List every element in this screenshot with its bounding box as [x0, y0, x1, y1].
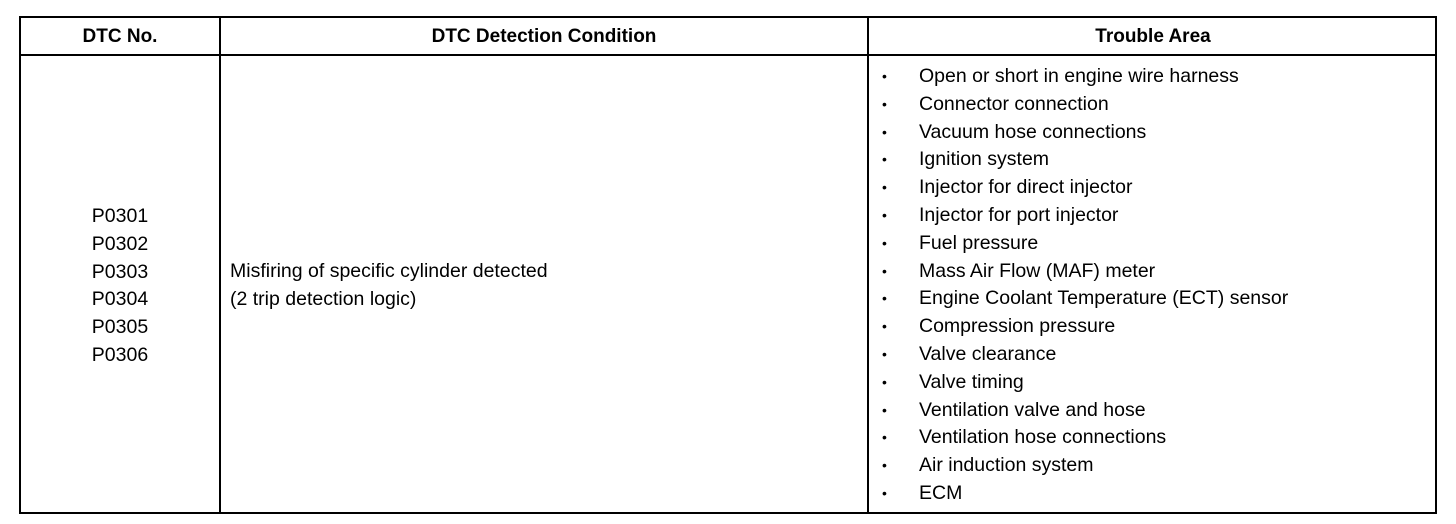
dtc-code: P0305 — [91, 316, 149, 339]
trouble-area-item — [869, 202, 1435, 230]
trouble-area-text: Injector for direct injector — [919, 176, 1133, 199]
bullet-icon: • — [882, 179, 887, 196]
trouble-area-item — [869, 230, 1435, 258]
bullet-icon: • — [882, 429, 887, 446]
trouble-area-item — [869, 258, 1435, 286]
dtc-table — [19, 16, 1437, 514]
detection-condition-line: Misfiring of specific cylinder detected — [230, 260, 548, 282]
detection-condition-line: (2 trip detection logic) — [230, 287, 417, 310]
trouble-area-text: Engine Coolant Temperature (ECT) sensor — [919, 287, 1289, 310]
trouble-area-text: Ventilation hose connections — [919, 426, 1167, 449]
trouble-area-text: Mass Air Flow (MAF) meter — [919, 259, 1156, 282]
trouble-area-text: Ventilation valve and hose — [919, 398, 1146, 421]
trouble-area-item — [869, 146, 1435, 174]
trouble-area-text: Open or short in engine wire harness — [919, 65, 1239, 87]
trouble-area-text: Vacuum hose connections — [919, 120, 1147, 143]
bullet-icon: • — [882, 95, 887, 112]
trouble-area-item — [869, 63, 1435, 91]
bullet-icon: • — [882, 318, 887, 335]
trouble-area-text: Connector connection — [919, 92, 1109, 115]
trouble-area-text: Valve timing — [919, 370, 1024, 393]
bullet-icon: • — [882, 401, 887, 418]
trouble-area-text: Injector for port injector — [919, 203, 1119, 226]
trouble-area-text: Air induction system — [919, 454, 1094, 477]
trouble-area-item — [869, 91, 1435, 119]
trouble-area-item — [869, 452, 1435, 480]
trouble-area-list — [869, 63, 1435, 508]
column-divider — [219, 18, 221, 512]
trouble-area-text: Compression pressure — [919, 315, 1116, 338]
bullet-icon: • — [882, 123, 887, 140]
trouble-area-item — [869, 341, 1435, 369]
bullet-icon: • — [882, 68, 887, 84]
bullet-icon: • — [882, 457, 887, 474]
trouble-area-text: Ignition system — [919, 148, 1050, 171]
trouble-area-item — [869, 313, 1435, 341]
detection-condition-cell — [230, 258, 860, 314]
header-dtc-no: DTC No. — [82, 26, 158, 47]
trouble-area-item — [869, 174, 1435, 202]
bullet-icon: • — [882, 290, 887, 307]
trouble-area-item — [869, 119, 1435, 147]
header-detection-condition: DTC Detection Condition — [431, 26, 657, 47]
dtc-code: P0304 — [91, 288, 149, 311]
trouble-area-item — [869, 369, 1435, 397]
trouble-area-item — [869, 285, 1435, 313]
header-trouble-area: Trouble Area — [1095, 26, 1211, 47]
dtc-code: P0306 — [91, 343, 149, 366]
bullet-icon: • — [882, 234, 887, 251]
dtc-code: P0303 — [91, 260, 149, 283]
trouble-area-item — [869, 424, 1435, 452]
bullet-icon: • — [882, 345, 887, 362]
trouble-area-item — [869, 397, 1435, 425]
bullet-icon: • — [882, 151, 887, 168]
trouble-area-text: ECM — [919, 481, 963, 504]
trouble-area-text: Fuel pressure — [919, 231, 1039, 254]
dtc-code-list — [21, 203, 219, 370]
bullet-icon: • — [882, 373, 887, 390]
dtc-code: P0301 — [91, 205, 149, 227]
trouble-area-item — [869, 480, 1435, 508]
dtc-code: P0302 — [91, 232, 149, 255]
bullet-icon: • — [882, 262, 887, 279]
trouble-area-text: Valve clearance — [919, 342, 1057, 365]
bullet-icon: • — [882, 206, 887, 223]
bullet-icon: • — [882, 484, 887, 501]
header-divider — [21, 54, 1435, 56]
